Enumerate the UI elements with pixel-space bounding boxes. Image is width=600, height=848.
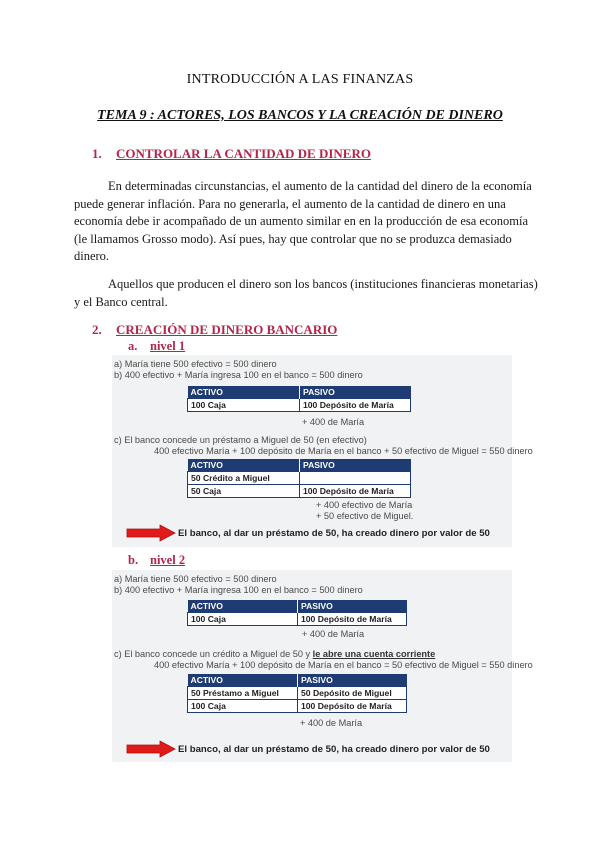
table-cell — [300, 472, 411, 485]
table-cell: 100 Caja — [188, 700, 298, 713]
account-highlight: le abre una cuenta corriente — [312, 649, 436, 659]
level-1-heading — [128, 339, 185, 354]
level-letter: a. — [128, 339, 138, 353]
column-header: ACTIVO — [188, 459, 300, 472]
table-cell: 100 Depósito de María — [300, 485, 411, 498]
table-row — [188, 613, 407, 626]
section-2-heading — [92, 322, 337, 338]
table-header-row — [188, 459, 411, 472]
table-row — [188, 687, 407, 700]
conclusion-text: El banco, al dar un préstamo de 50, ha creado dinero por valor de 50 — [178, 528, 490, 539]
table-cell: 50 Préstamo a Miguel — [188, 687, 298, 700]
section-number: 1. — [92, 146, 102, 161]
balance-sheet-table — [187, 459, 411, 498]
level-label: nivel 2 — [150, 553, 186, 567]
table-cell: 100 Caja — [188, 613, 298, 626]
table-cell: 100 Depósito de María — [300, 399, 411, 412]
paragraph-banks — [74, 276, 544, 311]
paragraph-inflation — [74, 178, 544, 266]
column-header: PASIVO — [300, 386, 411, 399]
step-b-text: b) 400 efectivo + María ingresa 100 en el banco = 500 dinero — [114, 585, 363, 595]
column-header: PASIVO — [298, 600, 407, 613]
paragraph-line: (le llamamos Grosso modo). Así pues, hay que controlar que no se produzca demasiado — [74, 231, 512, 246]
table-cell: 50 Depósito de Miguel — [298, 687, 407, 700]
balance-sheet-table — [187, 600, 407, 626]
step-c-text: c) El banco concede un préstamo a Miguel de 50 (en efectivo) — [114, 435, 367, 445]
paragraph-line: economía debe ir acompañado de un aumento similar en en la producción de esa economía — [74, 214, 528, 229]
arrow-right-icon — [126, 740, 176, 758]
paragraph-line: puede generar inflación. Para no generarla, el aumento de la cantidad de dinero en una — [74, 196, 506, 211]
paragraph-line: dinero. — [74, 249, 110, 264]
table-note: + 400 de María — [302, 629, 365, 639]
table-cell: 50 Caja — [188, 485, 300, 498]
table-note: + 400 de María — [300, 718, 363, 728]
table-cell: 50 Crédito a Miguel — [188, 472, 300, 485]
section-1-heading — [92, 146, 371, 162]
balance-sheet-table — [187, 674, 407, 713]
level-letter: b. — [128, 553, 139, 567]
table-note: + 400 de María — [302, 417, 365, 427]
column-header: ACTIVO — [188, 386, 300, 399]
table-note: + 400 efectivo de María — [316, 500, 413, 510]
step-a-text: a) María tiene 500 efectivo = 500 dinero — [114, 574, 277, 584]
column-header: PASIVO — [298, 674, 407, 687]
level-2-heading — [128, 553, 185, 568]
step-b-text: b) 400 efectivo + María ingresa 100 en el banco = 500 dinero — [114, 370, 363, 380]
step-c-detail: 400 efectivo María + 100 depósito de María en el banco = 50 efectivo de Miguel = 550 dinero — [154, 660, 533, 670]
table-cell: 100 Caja — [188, 399, 300, 412]
table-note: + 50 efectivo de Miguel. — [316, 511, 414, 521]
document-title: INTRODUCCIÓN A LAS FINANZAS — [186, 72, 414, 87]
step-a-text: a) María tiene 500 efectivo = 500 dinero — [114, 359, 277, 369]
paragraph-line: Aquellos que producen el dinero son los bancos (instituciones financieras monetarias) — [108, 277, 538, 291]
table-header-row — [188, 386, 411, 399]
table-row — [188, 700, 407, 713]
table-header-row — [188, 600, 407, 613]
table-header-row — [188, 674, 407, 687]
table-row — [188, 472, 411, 485]
step-c-prefix: c) El banco concede un crédito a Miguel de 50 y — [114, 649, 313, 659]
table-row — [188, 399, 411, 412]
column-header: PASIVO — [300, 459, 411, 472]
section-number: 2. — [92, 322, 102, 337]
step-c-detail: 400 efectivo María + 100 depósito de María en el banco + 50 efectivo de Miguel = 550 dinero — [154, 446, 533, 456]
table-row — [188, 485, 411, 498]
level-2-example-panel — [112, 570, 533, 762]
section-title: CONTROLAR LA CANTIDAD DE DINERO — [116, 146, 371, 161]
step-c-text — [114, 649, 435, 659]
level-label: nivel 1 — [150, 339, 186, 353]
table-cell: 100 Depósito de María — [298, 613, 407, 626]
paragraph-line: En determinadas circunstancias, el aumento de la cantidad del dinero de la economía — [108, 179, 532, 193]
arrow-right-icon — [126, 524, 176, 542]
table-cell: 100 Depósito de María — [298, 700, 407, 713]
column-header: ACTIVO — [188, 674, 298, 687]
level-1-example-panel — [112, 355, 533, 547]
conclusion-text: El banco, al dar un préstamo de 50, ha creado dinero por valor de 50 — [178, 744, 490, 755]
balance-sheet-table — [187, 386, 411, 412]
column-header: ACTIVO — [188, 600, 298, 613]
section-title: CREACIÓN DE DINERO BANCARIO — [116, 322, 338, 337]
paragraph-line: y el Banco central. — [74, 294, 168, 309]
topic-subtitle: TEMA 9 : ACTORES, LOS BANCOS Y LA CREACIÓN DE DINERO — [97, 108, 503, 123]
